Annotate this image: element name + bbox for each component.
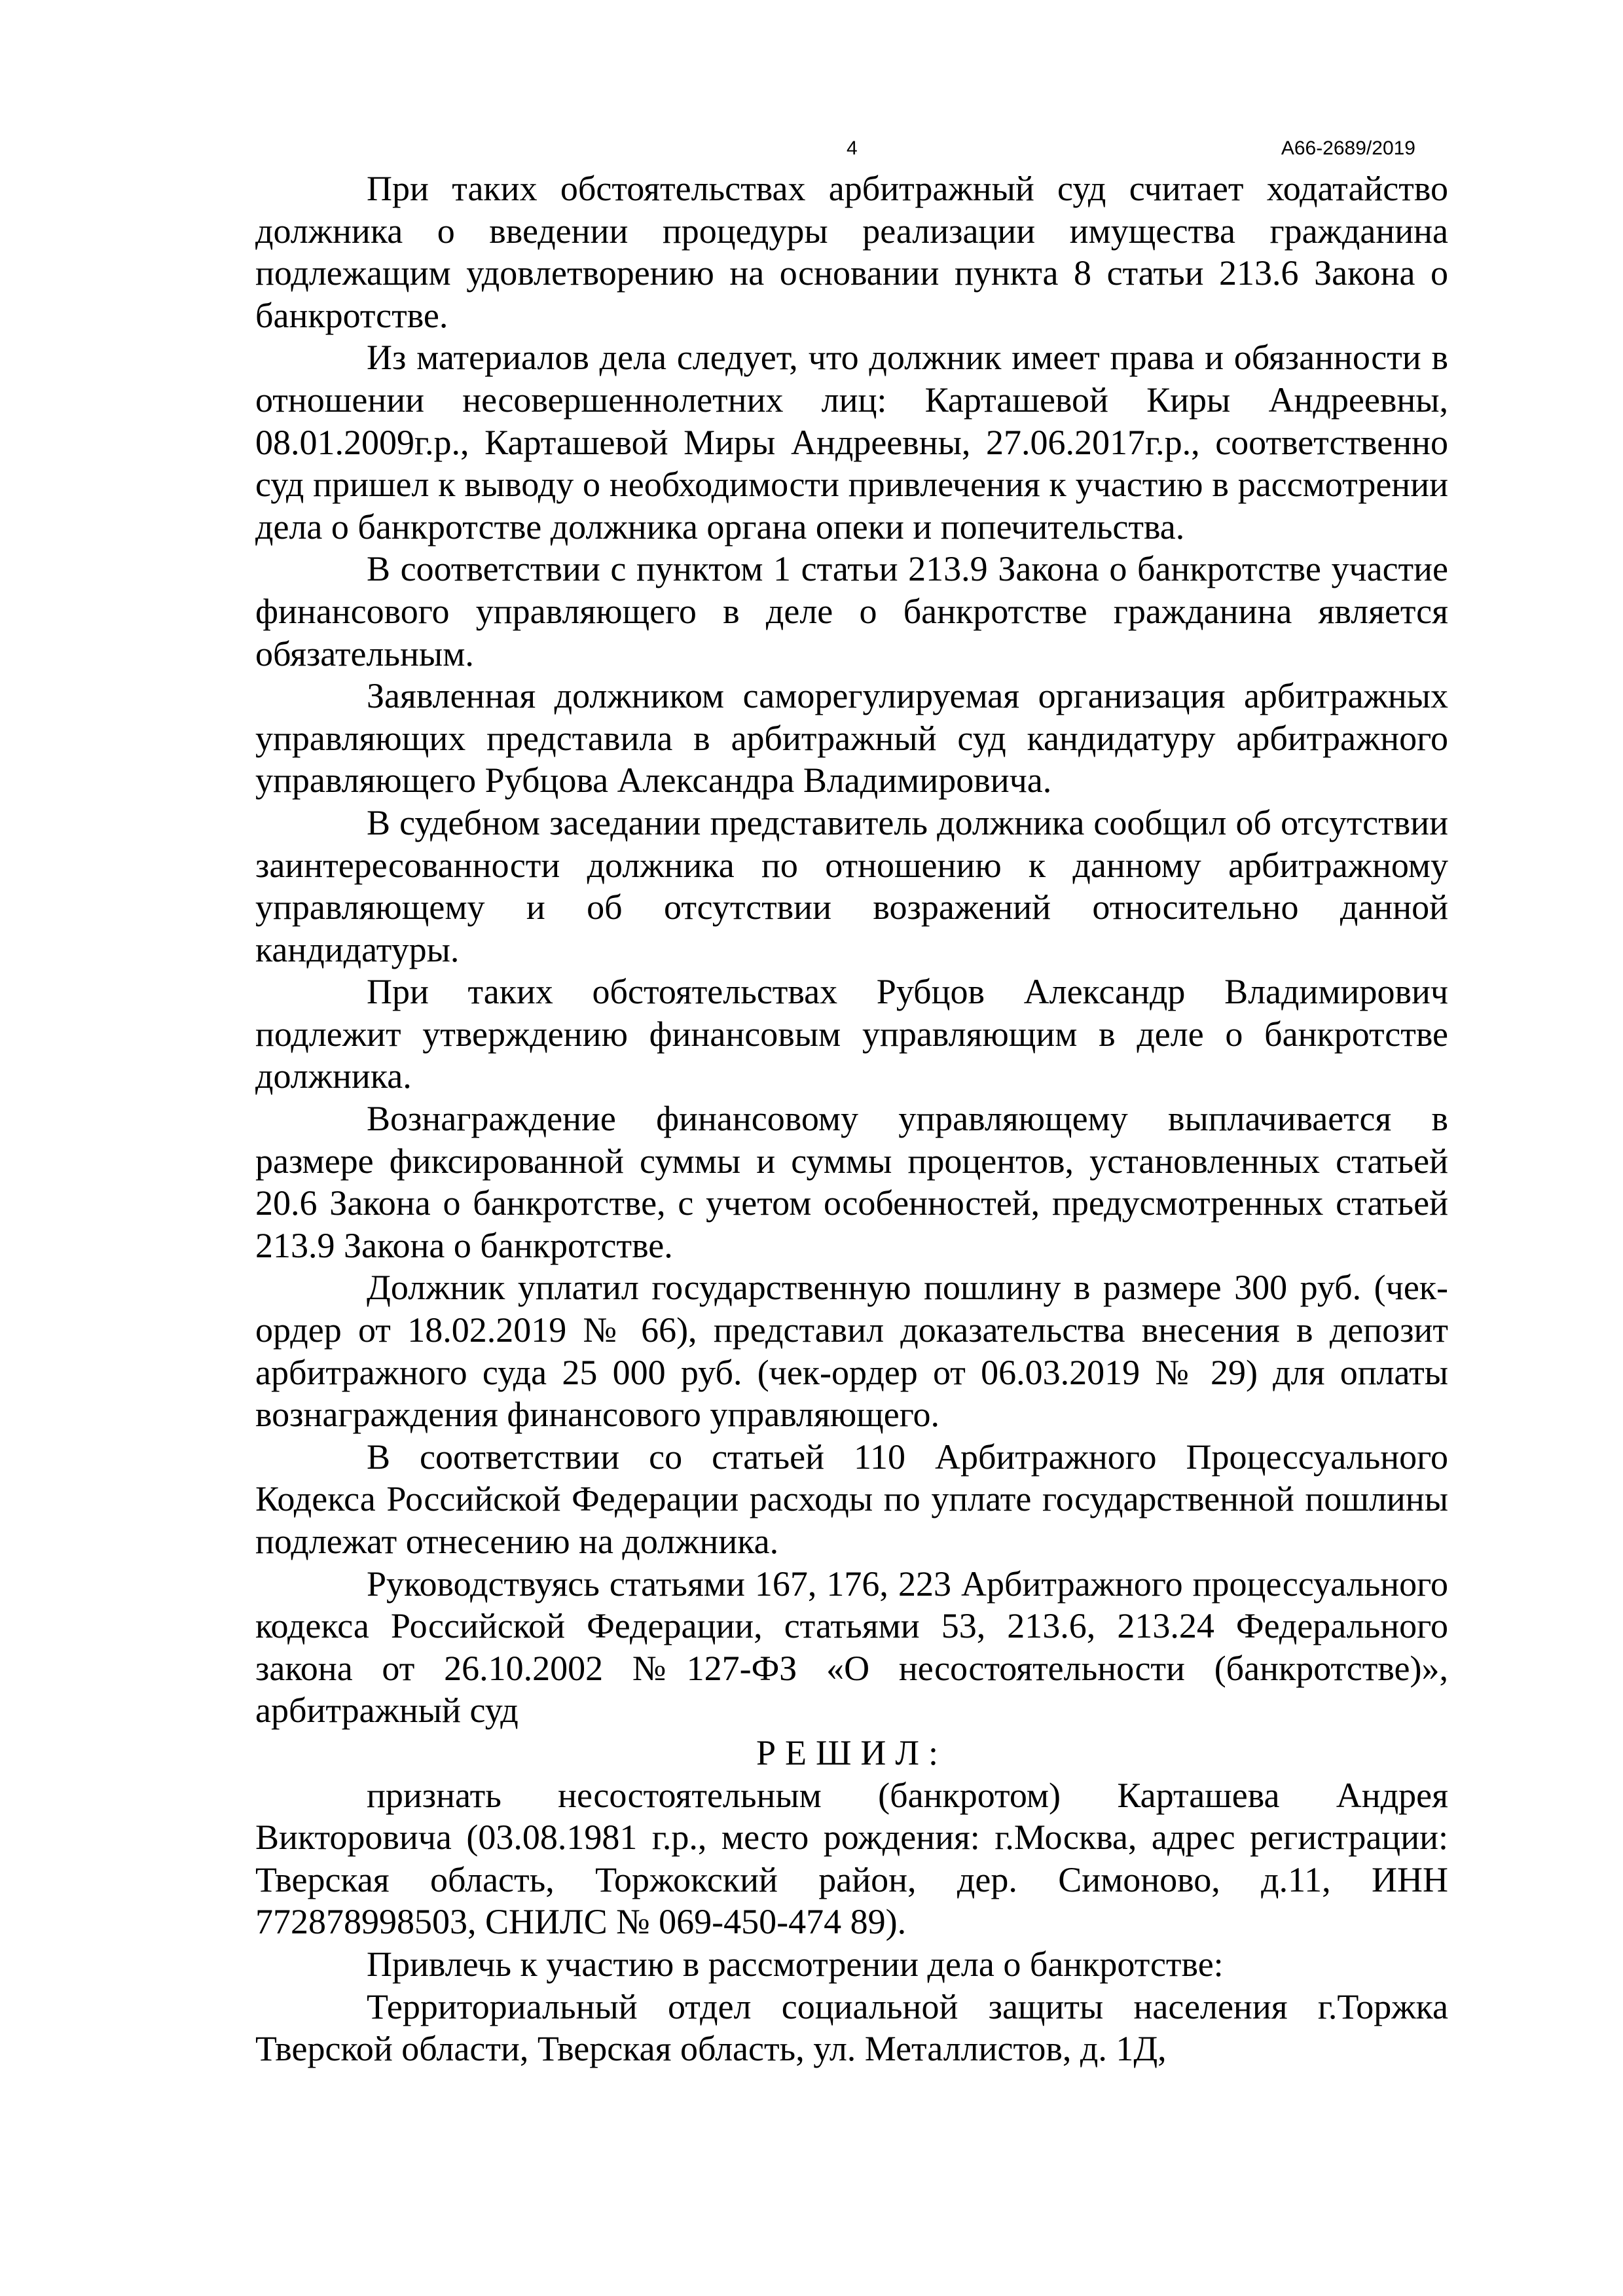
paragraph: При таких обстоятельствах арбитражный суд считает ходатайство должника о введении процедуры реализации имущества гражданина подлежащим удовлетворению на основании пункта 8 статьи 213.6 Закона о банкротстве. bbox=[255, 169, 1448, 335]
paragraph: Заявленная должником саморегулируемая организация арбитражных управляющих представила в арбитражный суд кандидатуру арбитражного управляющего Рубцова Александра Владимировича. bbox=[255, 676, 1448, 800]
document-body bbox=[255, 168, 1448, 2070]
paragraph: В соответствии со статьей 110 Арбитражного Процессуального Кодекса Российской Федерации расходы по уплате государственной пошлины подлежат отнесению на должника. bbox=[255, 1437, 1448, 1561]
decision-paragraph: признать несостоятельным (банкротом) Карташева Андрея Викторовича (03.08.1981 г.р., место рождения: г.Москва, адрес регистрации: Тверская область, Торжокский район, дер. Симоново, д.11, ИНН 772878998503, СНИЛС № 069-450-474 89). bbox=[255, 1775, 1448, 1942]
paragraph: Вознаграждение финансовому управляющему выплачивается в размере фиксированной суммы и суммы процентов, установленных статьей 20.6 Закона о банкротстве, с учетом особенностей, предусмотренных статьей 213.9 Закона о банкротстве. bbox=[255, 1099, 1448, 1265]
paragraph: В соответствии с пунктом 1 статьи 213.9 Закона о банкротстве участие финансового управляющего в деле о банкротстве гражданина является обязательным. bbox=[255, 549, 1448, 673]
paragraph: В судебном заседании представитель должника сообщил об отсутствии заинтересованности должника по отношению к данному арбитражному управляющему и об отсутствии возражений относительно данной кандидатуры. bbox=[255, 802, 1448, 969]
paragraph: Из материалов дела следует, что должник имеет права и обязанности в отношении несовершеннолетних лиц: Карташевой Киры Андреевны, 08.01.2009г.р., Карташевой Миры Андреевны, 27.06.2017г.р., соответственно суд пришел к выводу о необходимости привлечения к участию в рассмотрении дела о банкротстве должника органа опеки и попечительства. bbox=[255, 338, 1448, 547]
paragraph: При таких обстоятельствах Рубцов Александр Владимирович подлежит утверждению финансовым управляющим в деле о банкротстве должника. bbox=[255, 972, 1448, 1096]
decision-heading: РЕШИЛ: bbox=[756, 1732, 948, 1772]
page-number: 4 bbox=[847, 137, 858, 159]
decision-paragraph: Территориальный отдел социальной защиты населения г.Торжка Тверской области, Тверская область, ул. Металлистов, д. 1Д, bbox=[255, 1986, 1448, 2069]
case-number: А66-2689/2019 bbox=[1281, 137, 1415, 159]
page-header bbox=[0, 137, 1623, 170]
paragraph: Руководствуясь статьями 167, 176, 223 Арбитражного процессуального кодекса Российской Федерации, статьями 53, 213.6, 213.24 Федерального закона от 26.10.2002 №127-ФЗ «О несостоятельности (банкротстве)», арбитражный суд bbox=[255, 1564, 1448, 1731]
decision-paragraph: Привлечь к участию в рассмотрении дела о банкротстве: bbox=[367, 1944, 1224, 1984]
paragraph: Должник уплатил государственную пошлину в размере 300 руб. (чек-ордер от 18.02.2019 № 66), представил доказательства внесения в депозит арбитражного суда 25 000 руб. (чек-ордер от 06.03.2019 № 29) для оплаты вознаграждения финансового управляющего. bbox=[255, 1268, 1448, 1435]
